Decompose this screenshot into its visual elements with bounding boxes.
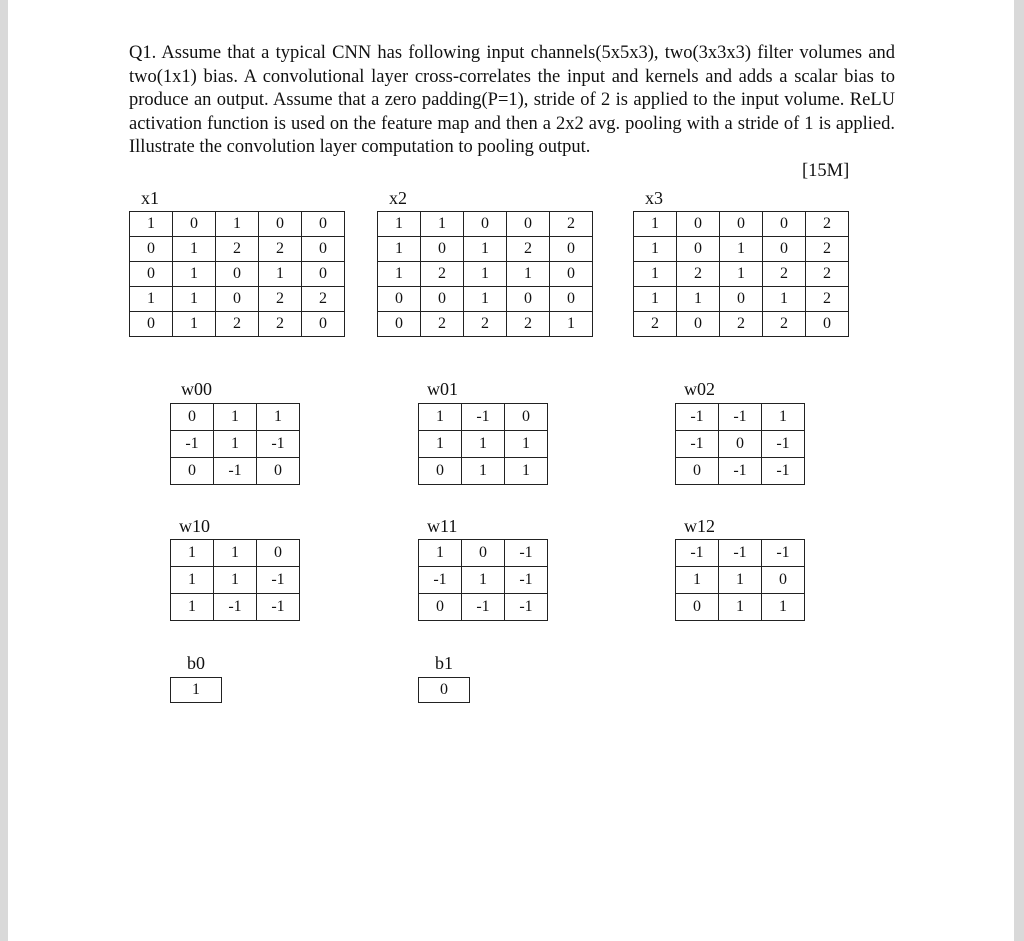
weight-w11-cell: -1 [505, 540, 548, 567]
input-x3-cell: 1 [677, 287, 720, 312]
input-x3-table [633, 211, 849, 337]
matrix-row [419, 458, 548, 485]
weight-w11-cell: 0 [419, 594, 462, 621]
input-x1-cell: 0 [302, 312, 345, 337]
input-x2-cell: 0 [378, 312, 421, 337]
input-x1-cell: 2 [302, 287, 345, 312]
input-x1-cell: 1 [130, 212, 173, 237]
input-x3-cell: 2 [634, 312, 677, 337]
matrix-row [171, 431, 300, 458]
weight-w12-cell: 0 [676, 594, 719, 621]
weight-w10-cell: 1 [171, 540, 214, 567]
input-x2-cell: 1 [464, 237, 507, 262]
input-x1-cell: 0 [130, 312, 173, 337]
weight-w02-cell: -1 [762, 431, 805, 458]
weight-w10-cell: 1 [214, 567, 257, 594]
input-x3-cell: 1 [763, 287, 806, 312]
input-x3-cell: 0 [763, 212, 806, 237]
weight-w01-table [418, 403, 548, 485]
weight-w11-cell: -1 [462, 594, 505, 621]
weight-w00-cell: 1 [214, 404, 257, 431]
input-x2-table [377, 211, 593, 337]
weight-w12-table [675, 539, 805, 621]
question-text: Q1. Assume that a typical CNN has following input channels(5x5x3), two(3x3x3) filter volumes and two(1x1) bias. A convolutional layer cross-correlates the input and kernels and adds a scalar bias to produce an output. Assume that a zero padding(P=1), stride of 2 is applied to the input volume. ReLU activation function is used on the feature map and then a 2x2 avg. pooling with a stride of 1 is applied. Illustrate the convolution layer computation to pooling output. [129, 43, 895, 157]
matrix-row [130, 262, 345, 287]
matrix-row [676, 458, 805, 485]
input-x1-cell: 0 [216, 262, 259, 287]
matrix-row [419, 404, 548, 431]
matrix-row [634, 287, 849, 312]
matrix-row [171, 458, 300, 485]
matrix-row [419, 567, 548, 594]
weight-w00-table [170, 403, 300, 485]
weight-w00-cell: 0 [171, 404, 214, 431]
weight-w11-cell: 1 [462, 567, 505, 594]
input-x1-cell: 2 [216, 237, 259, 262]
weight-w12-label: w12 [684, 516, 715, 536]
input-x3-cell: 0 [763, 237, 806, 262]
matrix-row [676, 567, 805, 594]
weight-w11-cell: 1 [419, 540, 462, 567]
matrix-row [419, 431, 548, 458]
weight-w01-cell: -1 [462, 404, 505, 431]
weight-w01-cell: 1 [419, 431, 462, 458]
input-x3-cell: 1 [720, 237, 763, 262]
weight-w01-cell: 0 [419, 458, 462, 485]
weight-w10-cell: -1 [257, 567, 300, 594]
input-x2-cell: 1 [378, 212, 421, 237]
input-x1-label: x1 [141, 188, 159, 208]
input-x1-cell: 0 [173, 212, 216, 237]
input-x1-cell: 1 [216, 212, 259, 237]
weight-w02-cell: 0 [676, 458, 719, 485]
input-x1-cell: 2 [259, 237, 302, 262]
input-x3-cell: 2 [806, 237, 849, 262]
input-x3-cell: 2 [720, 312, 763, 337]
input-x2-cell: 2 [550, 212, 593, 237]
input-x1-cell: 2 [216, 312, 259, 337]
weight-w10-cell: -1 [214, 594, 257, 621]
weight-w11-cell: -1 [505, 594, 548, 621]
bias-b0-value: 1 [171, 678, 222, 703]
input-x3-cell: 1 [720, 262, 763, 287]
weight-w02-cell: -1 [719, 458, 762, 485]
input-x2-cell: 0 [550, 287, 593, 312]
input-x2-cell: 2 [464, 312, 507, 337]
weight-w12-cell: -1 [676, 540, 719, 567]
weight-w11-cell: -1 [419, 567, 462, 594]
input-x2-cell: 2 [421, 312, 464, 337]
input-x3-cell: 0 [806, 312, 849, 337]
input-x2-cell: 2 [421, 262, 464, 287]
input-x1-cell: 1 [173, 312, 216, 337]
input-x3-cell: 2 [677, 262, 720, 287]
matrix-row [676, 540, 805, 567]
input-x2-cell: 1 [550, 312, 593, 337]
matrix-row [419, 594, 548, 621]
matrix-row [378, 262, 593, 287]
weight-w11-label: w11 [427, 516, 458, 536]
input-x1-cell: 1 [173, 262, 216, 287]
input-x3-cell: 2 [806, 287, 849, 312]
weight-w02-cell: -1 [719, 404, 762, 431]
weight-w10-cell: 1 [171, 594, 214, 621]
input-x2-cell: 0 [421, 237, 464, 262]
weight-w10-cell: 1 [214, 540, 257, 567]
weight-w00-cell: 0 [171, 458, 214, 485]
weight-w12-cell: 0 [762, 567, 805, 594]
bias-b1-table [418, 677, 470, 703]
input-x3-cell: 0 [677, 237, 720, 262]
weight-w10-cell: 1 [171, 567, 214, 594]
input-x3-cell: 0 [720, 212, 763, 237]
weight-w00-label: w00 [181, 379, 212, 399]
input-x1-cell: 2 [259, 287, 302, 312]
matrix-row [634, 237, 849, 262]
matrix-row [634, 262, 849, 287]
input-x3-cell: 0 [720, 287, 763, 312]
input-x1-cell: 0 [216, 287, 259, 312]
weight-w11-cell: 0 [462, 540, 505, 567]
input-x1-cell: 0 [130, 237, 173, 262]
matrix-row [676, 431, 805, 458]
matrix-row [378, 212, 593, 237]
weight-w00-cell: 1 [214, 431, 257, 458]
weight-w02-cell: -1 [762, 458, 805, 485]
matrix-row [171, 567, 300, 594]
input-x3-cell: 1 [634, 237, 677, 262]
matrix-row [634, 312, 849, 337]
matrix-row [130, 212, 345, 237]
input-x1-cell: 1 [173, 287, 216, 312]
matrix-row [378, 287, 593, 312]
input-x2-cell: 0 [550, 237, 593, 262]
matrix-row [171, 594, 300, 621]
input-x2-cell: 1 [464, 262, 507, 287]
bias-b0-table [170, 677, 222, 703]
weight-w00-cell: -1 [257, 431, 300, 458]
weight-w10-label: w10 [179, 516, 210, 536]
weight-w02-cell: 1 [762, 404, 805, 431]
matrix-row [634, 212, 849, 237]
input-x1-cell: 0 [130, 262, 173, 287]
input-x3-cell: 1 [634, 287, 677, 312]
matrix-row [676, 404, 805, 431]
matrix-row [171, 404, 300, 431]
weight-w12-cell: -1 [762, 540, 805, 567]
input-x1-cell: 0 [302, 262, 345, 287]
input-x2-cell: 0 [507, 212, 550, 237]
weight-w01-label: w01 [427, 379, 458, 399]
input-x1-cell: 1 [130, 287, 173, 312]
weight-w12-cell: 1 [719, 594, 762, 621]
weight-w12-cell: -1 [719, 540, 762, 567]
input-x2-cell: 0 [421, 287, 464, 312]
input-x1-table [129, 211, 345, 337]
weight-w02-cell: -1 [676, 404, 719, 431]
matrix-row [676, 594, 805, 621]
input-x1-cell: 0 [302, 237, 345, 262]
input-x2-cell: 1 [378, 262, 421, 287]
input-x3-label: x3 [645, 188, 663, 208]
input-x2-label: x2 [389, 188, 407, 208]
input-x1-cell: 0 [259, 212, 302, 237]
weight-w12-cell: 1 [719, 567, 762, 594]
weight-w01-cell: 0 [505, 404, 548, 431]
weight-w11-table [418, 539, 548, 621]
matrix-row [171, 540, 300, 567]
input-x2-cell: 0 [507, 287, 550, 312]
input-x2-cell: 1 [421, 212, 464, 237]
input-x1-cell: 0 [302, 212, 345, 237]
document-page [8, 0, 1014, 941]
matrix-row [378, 237, 593, 262]
weight-w00-cell: -1 [214, 458, 257, 485]
input-x2-cell: 0 [464, 212, 507, 237]
marks-label: [15M] [802, 161, 850, 181]
input-x3-cell: 2 [806, 212, 849, 237]
matrix-row [130, 287, 345, 312]
input-x3-cell: 0 [677, 312, 720, 337]
input-x2-cell: 2 [507, 312, 550, 337]
input-x2-cell: 2 [507, 237, 550, 262]
weight-w00-cell: 0 [257, 458, 300, 485]
weight-w00-cell: 1 [257, 404, 300, 431]
input-x2-cell: 0 [550, 262, 593, 287]
bias-b0-label: b0 [187, 653, 205, 673]
weight-w02-table [675, 403, 805, 485]
weight-w02-cell: -1 [676, 431, 719, 458]
weight-w01-cell: 1 [462, 431, 505, 458]
weight-w10-table [170, 539, 300, 621]
weight-w02-label: w02 [684, 379, 715, 399]
weight-w01-cell: 1 [419, 404, 462, 431]
input-x3-cell: 2 [763, 312, 806, 337]
input-x1-cell: 1 [173, 237, 216, 262]
input-x2-cell: 1 [507, 262, 550, 287]
input-x3-cell: 1 [634, 212, 677, 237]
input-x3-cell: 1 [634, 262, 677, 287]
weight-w12-cell: 1 [676, 567, 719, 594]
weight-w10-cell: -1 [257, 594, 300, 621]
bias-b1-value: 0 [419, 678, 470, 703]
input-x2-cell: 0 [378, 287, 421, 312]
weight-w10-cell: 0 [257, 540, 300, 567]
weight-w12-cell: 1 [762, 594, 805, 621]
matrix-row [130, 237, 345, 262]
weight-w01-cell: 1 [505, 431, 548, 458]
bias-b1-label: b1 [435, 653, 453, 673]
input-x2-cell: 1 [464, 287, 507, 312]
input-x3-cell: 2 [806, 262, 849, 287]
input-x2-cell: 1 [378, 237, 421, 262]
matrix-row [419, 540, 548, 567]
weight-w11-cell: -1 [505, 567, 548, 594]
weight-w01-cell: 1 [462, 458, 505, 485]
weight-w00-cell: -1 [171, 431, 214, 458]
input-x3-cell: 2 [763, 262, 806, 287]
matrix-row [378, 312, 593, 337]
input-x1-cell: 2 [259, 312, 302, 337]
input-x1-cell: 1 [259, 262, 302, 287]
matrix-row [130, 312, 345, 337]
weight-w02-cell: 0 [719, 431, 762, 458]
input-x3-cell: 0 [677, 212, 720, 237]
weight-w01-cell: 1 [505, 458, 548, 485]
